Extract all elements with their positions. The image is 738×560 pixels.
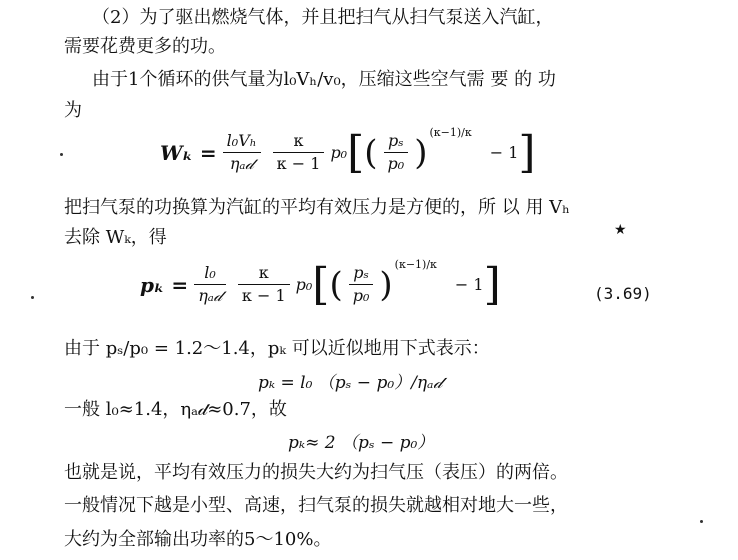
text-line: 由于1个循环的供气量为l₀Vₕ/v₀，压缩这些空气需 要 的 功 bbox=[92, 69, 556, 90]
equation-work bbox=[160, 126, 536, 178]
fraction: $\frac{\kappa}{\kappa - 1}$ bbox=[238, 262, 290, 307]
equation-approx: pₖ = l₀ （pₛ − p₀）/ηₐ𝒹 bbox=[258, 373, 443, 393]
exponent: (κ−1)/κ bbox=[429, 126, 472, 139]
equation-pressure bbox=[140, 258, 501, 310]
bracket-open: [ bbox=[347, 126, 365, 178]
text-line: 为 bbox=[64, 100, 82, 121]
paren-close: ) bbox=[379, 264, 393, 305]
paren-open: ( bbox=[329, 264, 343, 305]
scan-speck bbox=[60, 153, 63, 156]
text-line: 由于 pₛ/p₀ = 1.2～1.4，pₖ 可以近似地用下式表示： bbox=[64, 338, 490, 359]
minus-one: − 1 bbox=[489, 143, 519, 162]
equation-lhs: pₖ = bbox=[140, 272, 189, 297]
equation-result: pₖ≈ 2 （pₛ − p₀） bbox=[288, 433, 435, 453]
pressure-symbol: p₀ bbox=[295, 275, 313, 294]
fraction: $\frac{\kappa}{\kappa - 1}$ bbox=[273, 130, 325, 175]
fraction: $\frac{\text{l₀Vₕ}}{\text{ηₐ𝒹}}$ bbox=[223, 130, 261, 175]
pressure-symbol: p₀ bbox=[330, 143, 348, 162]
text-line: 一般情况下越是小型、高速，扫气泵的损失就越相对地大一些， bbox=[64, 495, 568, 516]
text-line: （2）为了驱出燃烧气体，并且把扫气从扫气泵送入汽缸， bbox=[92, 7, 554, 28]
star-mark-icon: ★ bbox=[614, 222, 627, 238]
text-line: 去除 Wₖ，得 bbox=[64, 227, 167, 248]
scan-speck bbox=[700, 520, 703, 523]
text-line: 大约为全部输出功率的5～10%。 bbox=[64, 529, 332, 550]
text-line: 一般 l₀≈1.4，ηₐ𝒹≈0.7，故 bbox=[64, 399, 287, 420]
bracket-close: ] bbox=[483, 258, 501, 310]
text-line: 需要花费更多的功。 bbox=[64, 36, 226, 57]
paren-close: ) bbox=[414, 132, 428, 173]
text-line: 把扫气泵的功换算为汽缸的平均有效压力是方便的，所 以 用 Vₕ bbox=[64, 197, 570, 218]
fraction: $\frac{\text{pₛ}}{\text{p₀}}$ bbox=[349, 262, 374, 307]
exponent: (κ−1)/κ bbox=[394, 258, 437, 271]
fraction: $\frac{\text{pₛ}}{\text{p₀}}$ bbox=[384, 130, 409, 175]
bracket-open: [ bbox=[312, 258, 330, 310]
bracket-close: ] bbox=[518, 126, 536, 178]
fraction: $\frac{\text{l₀}}{\text{ηₐ𝒹}}$ bbox=[194, 262, 226, 307]
paren-open: ( bbox=[364, 132, 378, 173]
minus-one: − 1 bbox=[454, 275, 484, 294]
text-line: 也就是说，平均有效压力的损失大约为扫气压（表压）的两倍。 bbox=[64, 462, 568, 483]
equation-lhs: Wₖ = bbox=[160, 140, 217, 165]
scan-speck bbox=[31, 296, 34, 299]
equation-number: (3.69) bbox=[594, 284, 652, 303]
